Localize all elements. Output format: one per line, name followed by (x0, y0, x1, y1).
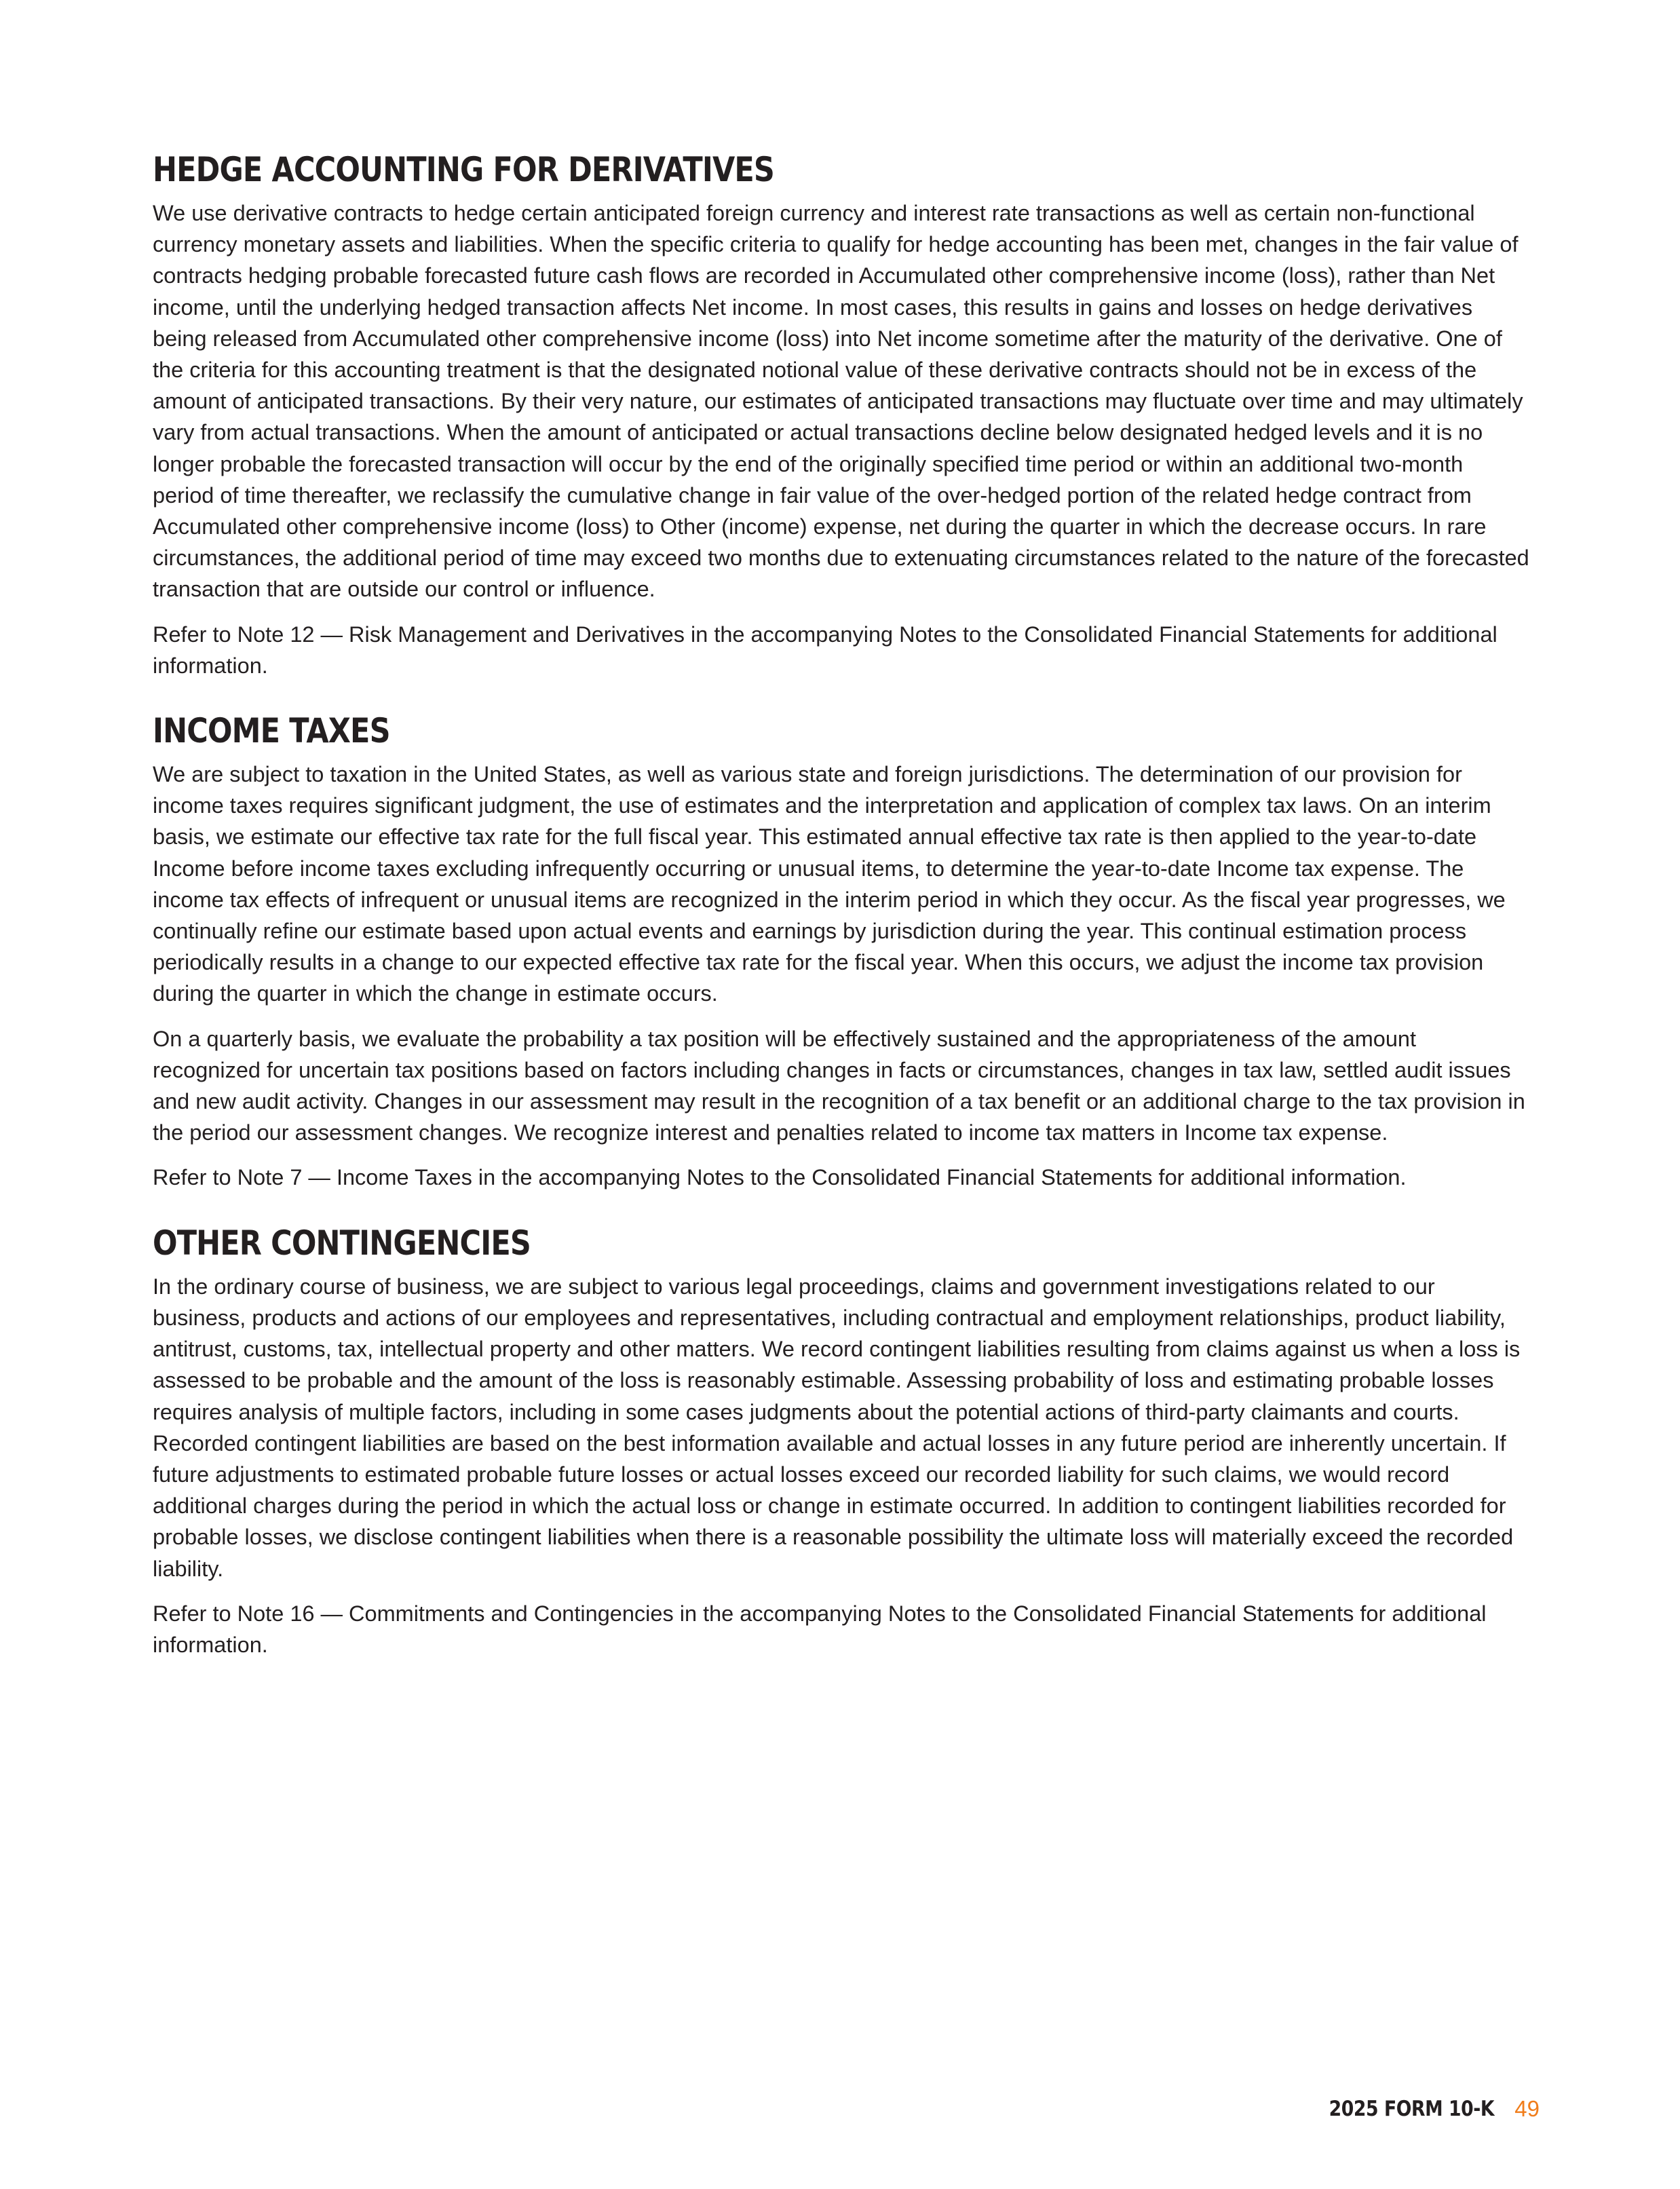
section-heading: INCOME TAXES (153, 711, 390, 751)
paragraph: Refer to Note 12 — Risk Management and Derivatives in the accompanying Notes to the Consolidated Financial Statements for additional information. (153, 622, 1497, 678)
paragraph: We are subject to taxation in the United States, as well as various state and foreign jurisdictions. The determination of our provision for income taxes requires significant judgment, the use of estimates and the interpretation and application of complex tax laws. On an interim basis, we estimate our effective tax rate for the full fiscal year. This estimated annual effective tax rate is then applied to the year-to-date Income before income taxes excluding infrequently occurring or unusual items, to determine the year-to-date Income tax expense. The income tax effects of infrequent or unusual items are recognized in the interim period in which they occur. As the fiscal year progresses, we continually refine our estimate based upon actual events and earnings by jurisdiction during the year. This continual estimation process periodically results in a change to our expected effective tax rate for the fiscal year. When this occurs, we adjust the income tax provision during the quarter in which the change in estimate occurs. (153, 762, 1506, 1006)
section-income-taxes (153, 707, 1530, 1194)
page-footer (1302, 2090, 1540, 2128)
paragraph: Refer to Note 16 — Commitments and Contingencies in the accompanying Notes to the Consolidated Financial Statements for additional information. (153, 1601, 1487, 1657)
paragraph: On a quarterly basis, we evaluate the probability a tax position will be effectively sustained and the appropriateness of the amount recognized for uncertain tax positions based on factors including changes in facts or circumstances, changes in tax law, settled audit issues and new audit activity. Changes in our assessment may result in the recognition of a tax benefit or an additional charge to the tax provision in the period our assessment changes. We recognize interest and penalties related to income tax matters in Income tax expense. (153, 1026, 1525, 1145)
section-hedge-accounting (153, 146, 1530, 681)
footer-document-label: 2025 FORM 10-K (1329, 2097, 1495, 2121)
section-heading: OTHER CONTINGENCIES (153, 1223, 531, 1263)
paragraph: In the ordinary course of business, we are subject to various legal proceedings, claims and government investigations related to our business, products and actions of our employees and representatives, including contractual and employment relationships, product liability, antitrust, customs, tax, intellectual property and other matters. We record contingent liabilities resulting from claims against us when a loss is assessed to be probable and the amount of the loss is reasonably estimable. Assessing probability of loss and estimating probable losses requires analysis of multiple factors, including in some cases judgments about the potential actions of third-party claimants and courts. Recorded contingent liabilities are based on the best information available and actual losses in any future period are inherently uncertain. If future adjustments to estimated probable future losses or actual losses exceed our recorded liability for such claims, we would record additional charges during the period in which the actual loss or change in estimate occurred. In addition to contingent liabilities recorded for probable losses, we disclose contingent liabilities when there is a reasonable possibility the ultimate loss will materially exceed the recorded liability. (153, 1274, 1521, 1581)
section-heading: HEDGE ACCOUNTING FOR DERIVATIVES (153, 150, 775, 189)
paragraph: We use derivative contracts to hedge certain anticipated foreign currency and interest rate transactions as well as certain non-functional currency monetary assets and liabilities. When the specific criteria to qualify for hedge accounting has been met, changes in the fair value of contracts hedging probable forecasted future cash flows are recorded in Accumulated other comprehensive income (loss), rather than Net income, until the underlying hedged transaction affects Net income. In most cases, this results in gains and losses on hedge derivatives being released from Accumulated other comprehensive income (loss) into Net income sometime after the maturity of the derivative. One of the criteria for this accounting treatment is that the designated notional value of these derivative contracts should not be in excess of the amount of anticipated transactions. By their very nature, our estimates of anticipated transactions may fluctuate over time and may ultimately vary from actual transactions. When the amount of anticipated or actual transactions decline below designated hedged levels and it is no longer probable the forecasted transaction will occur by the end of the originally specified time period or within an additional two-month period of time thereafter, we reclassify the cumulative change in fair value of the over-hedged portion of the related hedge contract from Accumulated other comprehensive income (loss) to Other (income) expense, net during the quarter in which the decrease occurs. In rare circumstances, the additional period of time may exceed two months due to extenuating circumstances related to the nature of the forecasted transaction that are outside our control or influence. (153, 201, 1529, 602)
section-other-contingencies (153, 1219, 1530, 1660)
document-body (153, 146, 1530, 1686)
page-number: 49 (1514, 2096, 1540, 2121)
paragraph: Refer to Note 7 — Income Taxes in the accompanying Notes to the Consolidated Financial Statements for additional information. (153, 1165, 1407, 1190)
